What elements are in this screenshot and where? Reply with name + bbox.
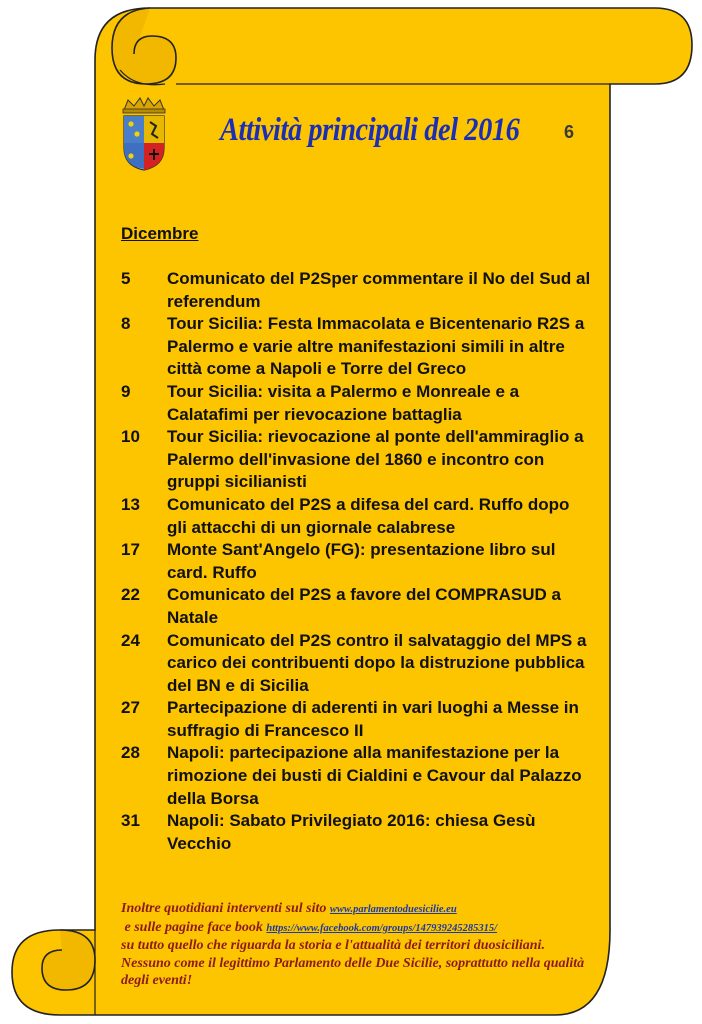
entry-day: 24 [121,630,140,650]
entry-text: Partecipazione di aderenti in vari luoghi a Messe in suffragio di Francesco II [167,698,579,740]
entry-text: Comunicato del P2S contro il salvataggio del MPS a carico dei contribuenti dopo la distruzione pubblica del BN e di Sicilia [167,630,587,695]
entry-day: 10 [121,427,140,447]
footer-note [121,900,589,990]
entry-day: 13 [121,494,140,514]
facebook-intro: e sulle pagine face book [124,919,263,935]
list-item [121,810,591,855]
entry-text: Tour Sicilia: Festa Immacolata e Bicentenario R2S a Palermo e varie altre manifestazioni simili in altre città come a Napoli e Torre del Greco [167,314,585,379]
footer-body: su tutto quello che riguarda la storia e l'attualità dei territori duosiciliani. Nessuno come il legittimo Parlamento delle Due Sicilie, soprattutto nella qualità degli eventi! [121,938,585,988]
entry-text: Monte Sant'Angelo (FG): presentazione libro sul card. Ruffo [167,540,556,582]
entry-text: Tour Sicilia: visita a Palermo e Monreale e a Calatafimi per rievocazione battaglia [167,381,520,424]
entry-text: Comunicato del P2Sper commentare il No del Sud al referendum [167,269,591,311]
list-item [121,742,591,810]
list-item [121,697,591,742]
month-heading: Dicembre [121,224,199,243]
coat-of-arms-icon [120,96,168,172]
list-item [121,539,591,584]
site-link[interactable]: www.parlamentoduesicilie.eu [329,904,457,915]
list-item [121,313,591,381]
entry-day: 28 [121,743,140,763]
entry-day: 31 [121,811,140,831]
entry-day: 8 [121,314,131,334]
list-item [121,584,591,629]
entry-day: 5 [121,269,131,288]
page-number: 6 [564,122,575,142]
list-item [121,381,591,426]
list-item [121,630,591,698]
list-item [121,426,591,494]
footer-intro: Inoltre quotidiani interventi sul sito [121,901,327,916]
list-item [121,268,591,313]
entry-text: Tour Sicilia: rievocazione al ponte dell'ammiraglio a Palermo dell'invasione del 1860 e incontro con gruppi sicilianisti [167,427,584,492]
entry-day: 9 [121,381,131,401]
activity-list [121,268,591,855]
entry-day: 22 [121,585,140,605]
entry-day: 27 [121,698,140,718]
page-title: Attività principali del 2016 [220,112,520,148]
entry-text: Comunicato del P2S a difesa del card. Ruffo dopo gli attacchi di un giornale calabrese [167,494,570,537]
entry-text: Napoli: partecipazione alla manifestazione per la rimozione dei busti di Cialdini e Cavour dal Palazzo della Borsa [167,743,582,808]
entry-day: 17 [121,540,140,560]
entry-text: Napoli: Sabato Privilegiato 2016: chiesa Gesù Vecchio [167,811,536,853]
facebook-link[interactable]: https://www.facebook.com/groups/147939245285315/ [266,922,498,934]
entry-text: Comunicato del P2S a favore del COMPRASUD a Natale [167,585,561,627]
list-item [121,494,591,539]
